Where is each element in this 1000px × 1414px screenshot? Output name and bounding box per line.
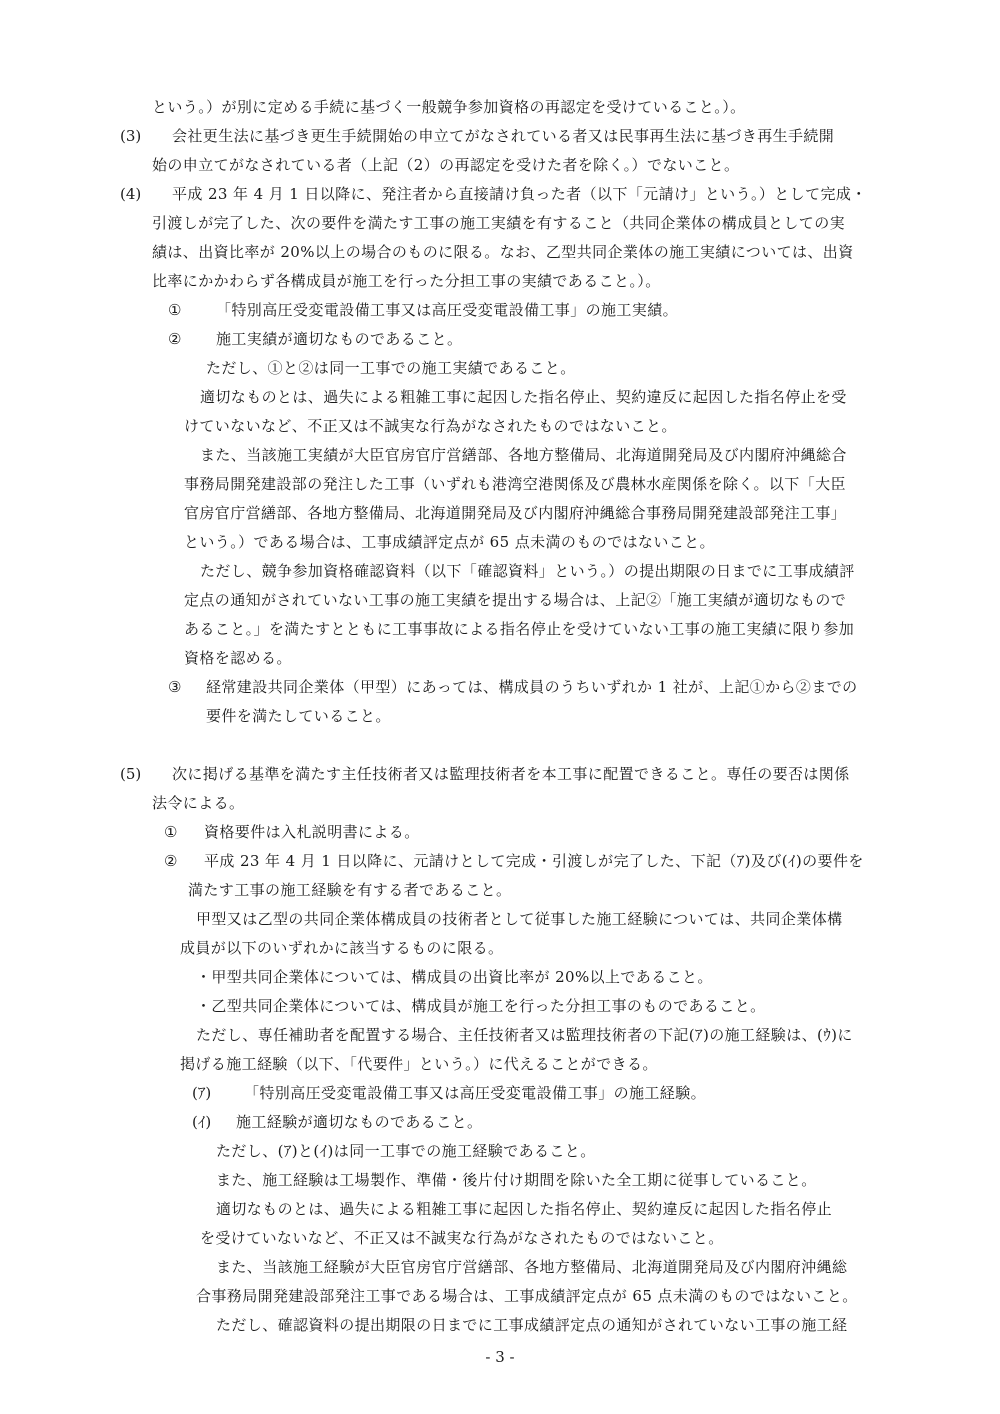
text-line: 官房官庁営繕部、各地方整備局、北海道開発局及び内閣府沖縄総合事務局開発建設部発注工事」 <box>184 504 847 522</box>
text-line: また、当該施工実績が大臣官房官庁営繕部、各地方整備局、北海道開発局及び内閣府沖縄総合 <box>200 446 847 464</box>
text-line: 平成 23 年 4 月 1 日以降に、元請けとして完成・引渡しが完了した、下記（ｱ)及び(ｲ)の要件を <box>204 852 864 870</box>
text-line: 掲げる施工経験（以下、「代要件」という。）に代えることができる。 <box>180 1055 658 1073</box>
text-line: を受けていないなど、不正又は不誠実な行為がなされたものではないこと。 <box>200 1229 724 1247</box>
sub-item-number: ② <box>164 852 178 870</box>
text-line: 事務局開発建設部の発注した工事（いずれも港湾空港関係及び農林水産関係を除く。以下「大臣 <box>184 475 846 493</box>
page-number: - 3 - <box>485 1348 515 1366</box>
text-line: 引渡しが完了した、次の要件を満たす工事の施工実績を有すること（共同企業体の構成員としての実 <box>152 214 846 232</box>
text-line: 甲型又は乙型の共同企業体構成員の技術者として従事した施工経験については、共同企業体構 <box>196 910 843 928</box>
text-line: ただし、(ｱ)と(ｲ)は同一工事での施工経験であること。 <box>216 1142 596 1160</box>
text-line: 成員が以下のいずれかに該当するものに限る。 <box>180 939 504 957</box>
text-line: 経常建設共同企業体（甲型）にあっては、構成員のうちいずれか 1 社が、上記①から②までの <box>206 678 858 696</box>
sub-item-marker: (ｱ) <box>192 1084 212 1102</box>
sub-item-number: ① <box>168 301 182 319</box>
text-line: 次に掲げる基準を満たす主任技術者又は監理技術者を本工事に配置できること。専任の要否は関係 <box>172 765 850 783</box>
text-line: 平成 23 年 4 月 1 日以降に、発注者から直接請け負った者（以下「元請け」という。）として完成・ <box>172 185 867 203</box>
text-line: という。）である場合は、工事成績評定点が 65 点未満のものではないこと。 <box>184 533 715 551</box>
text-line: 適切なものとは、過失による粗雑工事に起因した指名停止、契約違反に起因した指名停止を受 <box>200 388 847 406</box>
sub-item-number: ③ <box>168 678 182 696</box>
text-line: 適切なものとは、過失による粗雑工事に起因した指名停止、契約違反に起因した指名停止 <box>216 1200 833 1218</box>
text-line: ただし、競争参加資格確認資料（以下「確認資料」という。）の提出期限の日までに工事成績評 <box>200 562 855 580</box>
text-line: 施工実績が適切なものであること。 <box>216 330 463 348</box>
item-number: (3) <box>120 127 142 145</box>
text-line: あること。」を満たすとともに工事事故による指名停止を受けていない工事の施工実績に限り参加 <box>184 620 855 638</box>
text-line: ・甲型共同企業体については、構成員の出資比率が 20%以上であること。 <box>196 968 713 986</box>
sub-item-number: ① <box>164 823 178 841</box>
text-line: ただし、①と②は同一工事での施工実績であること。 <box>206 359 576 377</box>
text-line: 績は、出資比率が 20%以上の場合のものに限る。なお、乙型共同企業体の施工実績については、出資 <box>152 243 854 261</box>
text-line: また、当該施工経験が大臣官房官庁営繕部、各地方整備局、北海道開発局及び内閣府沖縄総 <box>216 1258 848 1276</box>
item-number: (4) <box>120 185 142 203</box>
text-line: 会社更生法に基づき更生手続開始の申立てがなされている者又は民事再生法に基づき再生手続開 <box>172 127 835 145</box>
text-line: 資格を認める。 <box>184 649 292 667</box>
text-line: 「特別高圧受変電設備工事又は高圧受変電設備工事」の施工経験。 <box>244 1084 707 1102</box>
text-line: 比率にかかわらず各構成員が施工を行った分担工事の実績であること。）。 <box>152 272 661 290</box>
text-line: 「特別高圧受変電設備工事又は高圧受変電設備工事」の施工実績。 <box>216 301 679 319</box>
text-line: 始の申立てがなされている者（上記（2）の再認定を受けた者を除く。）でないこと。 <box>152 156 740 174</box>
text-line: 要件を満たしていること。 <box>206 707 391 725</box>
text-line: ただし、専任補助者を配置する場合、主任技術者又は監理技術者の下記(ｱ)の施工経験は、(ｳ)に <box>196 1026 853 1044</box>
text-line: また、施工経験は工場製作、準備・後片付け期間を除いた全工期に従事していること。 <box>216 1171 817 1189</box>
text-line: 合事務局開発建設部発注工事である場合は、工事成績評定点が 65 点未満のものではないこと。 <box>196 1287 858 1305</box>
sub-item-number: ② <box>168 330 182 348</box>
text-line: ただし、確認資料の提出期限の日までに工事成績評定点の通知がされていない工事の施工経 <box>216 1316 848 1334</box>
text-line: という。）が別に定める手続に基づく一般競争参加資格の再認定を受けていること。）。 <box>152 98 746 116</box>
sub-item-marker: (ｲ) <box>192 1113 212 1131</box>
text-line: 資格要件は入札説明書による。 <box>204 823 420 841</box>
text-line: 定点の通知がされていない工事の施工実績を提出する場合は、上記②「施工実績が適切なもので <box>184 591 847 609</box>
text-line: 法令による。 <box>152 794 245 812</box>
text-line: けていないなど、不正又は不誠実な行為がなされたものではないこと。 <box>184 417 677 435</box>
text-line: ・乙型共同企業体については、構成員が施工を行った分担工事のものであること。 <box>196 997 766 1015</box>
text-line: 満たす工事の施工経験を有する者であること。 <box>188 881 512 899</box>
item-number: (5) <box>120 765 142 783</box>
text-line: 施工経験が適切なものであること。 <box>236 1113 483 1131</box>
